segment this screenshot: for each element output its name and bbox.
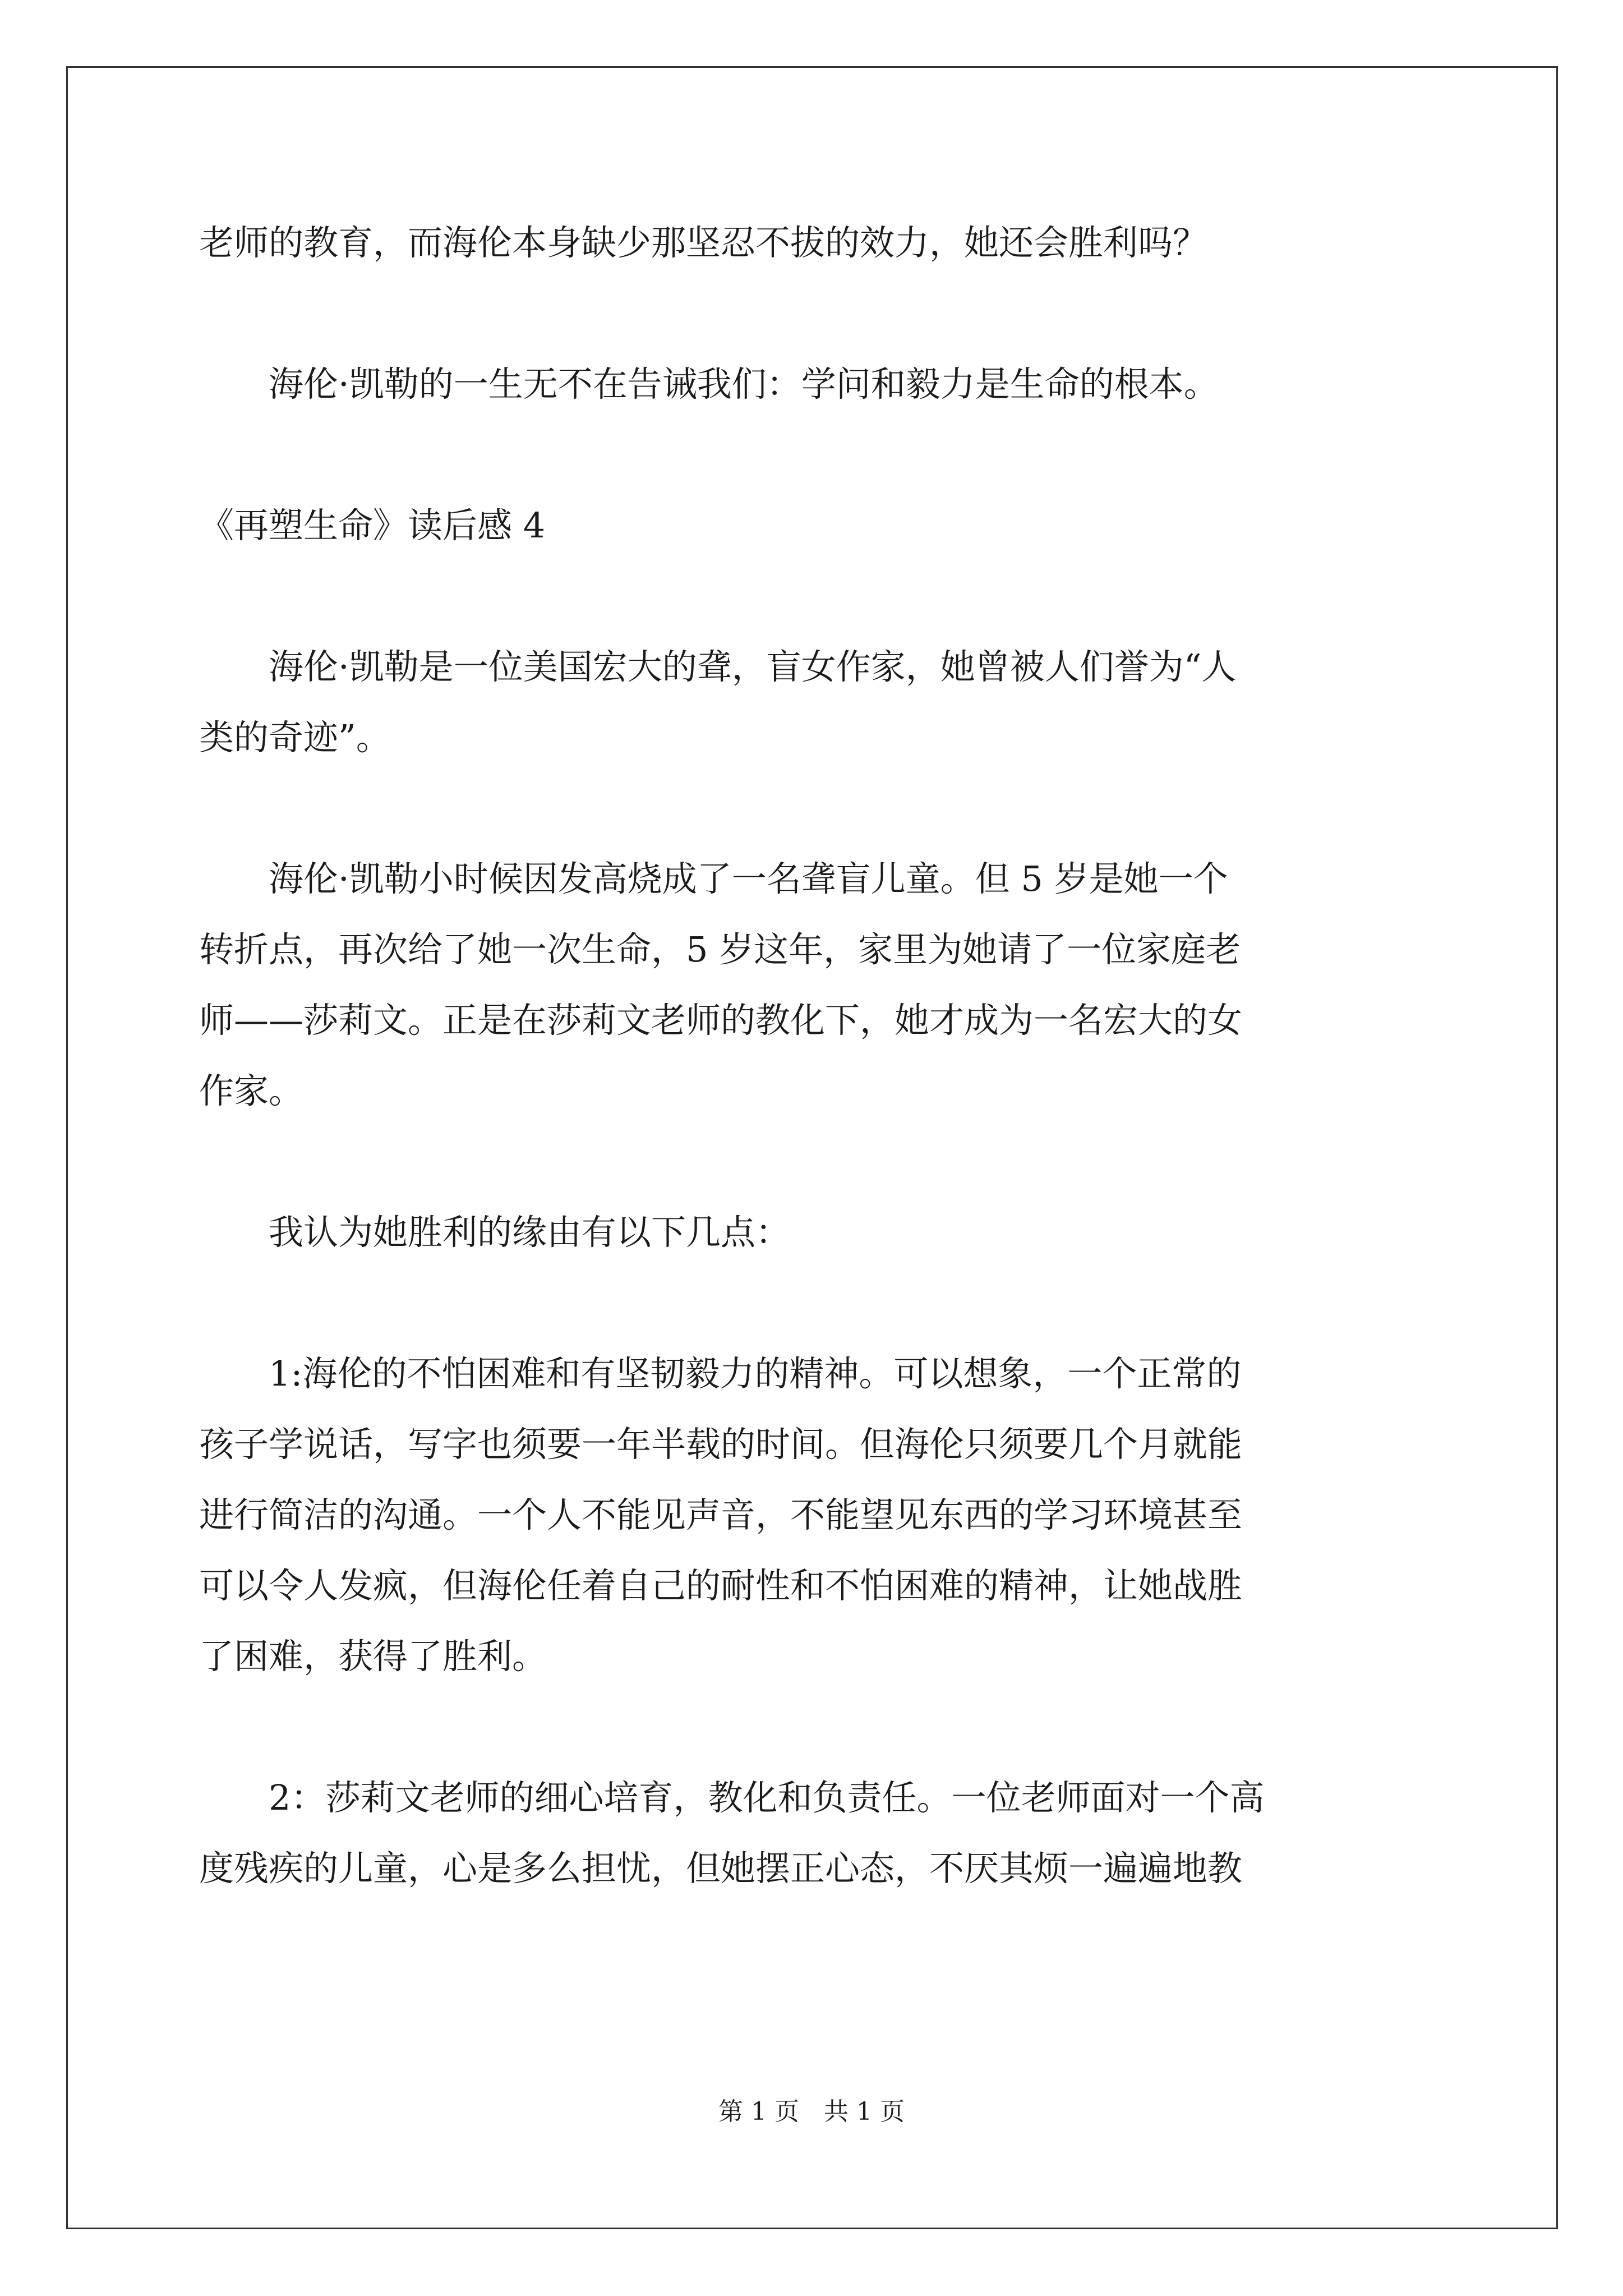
paragraph-gap <box>199 278 1427 349</box>
document-body <box>199 208 1427 1904</box>
paragraph-gap <box>199 420 1427 490</box>
text-line: 师——莎莉文。正是在莎莉文老师的教化下，她才成为一名宏大的女 <box>199 1000 1243 1041</box>
text-line: 海伦·凯勒的一生无不在告诫我们：学问和毅力是生命的根本。 <box>199 364 1219 404</box>
paragraph-gap <box>199 561 1427 632</box>
paragraph-gap <box>199 1692 1427 1763</box>
text-line: 孩子学说话，写字也须要一年半载的时间。但海伦只须要几个月就能 <box>199 1424 1243 1465</box>
paragraph-gap <box>199 773 1427 844</box>
text-line: 转折点，再次给了她一次生命，5 岁这年，家里为她请了一位家庭老 <box>199 929 1241 970</box>
text-line: 度残疾的儿童，心是多么担忧，但她摆正心态，不厌其烦一遍遍地教 <box>199 1848 1243 1889</box>
text-line: 海伦·凯勒小时候因发高烧成了一名聋盲儿童。但 5 岁是她一个 <box>199 858 1228 899</box>
text-line: 老师的教育，而海伦本身缺少那坚忍不拔的效力，她还会胜利吗？ <box>199 222 1208 263</box>
text-line: 海伦·凯勒是一位美国宏大的聋，盲女作家，她曾被人们誉为“人 <box>199 646 1237 687</box>
text-line: 进行简洁的沟通。一个人不能见声音，不能望见东西的学习环境甚至 <box>199 1494 1243 1535</box>
paragraph-gap <box>199 1126 1427 1197</box>
text-line: 我认为她胜利的缘由有以下几点： <box>199 1212 791 1253</box>
text-line: 可以令人发疯，但海伦任着自己的耐性和不怕困难的精神，让她战胜 <box>199 1565 1243 1606</box>
page-footer: 第 1 页 共 1 页 <box>718 2097 905 2126</box>
text-line: 类的奇迹”。 <box>199 717 391 758</box>
text-line: 2：莎莉文老师的细心培育，教化和负责任。一位老师面对一个高 <box>199 1777 1265 1818</box>
text-line: 了困难，获得了胜利。 <box>199 1636 547 1677</box>
section-heading: 《再塑生命》读后感 4 <box>199 505 546 546</box>
text-line: 作家。 <box>199 1070 304 1111</box>
text-line: 1:海伦的不怕困难和有坚韧毅力的精神。可以想象，一个正常的 <box>199 1353 1242 1394</box>
paragraph-gap <box>199 1268 1427 1338</box>
